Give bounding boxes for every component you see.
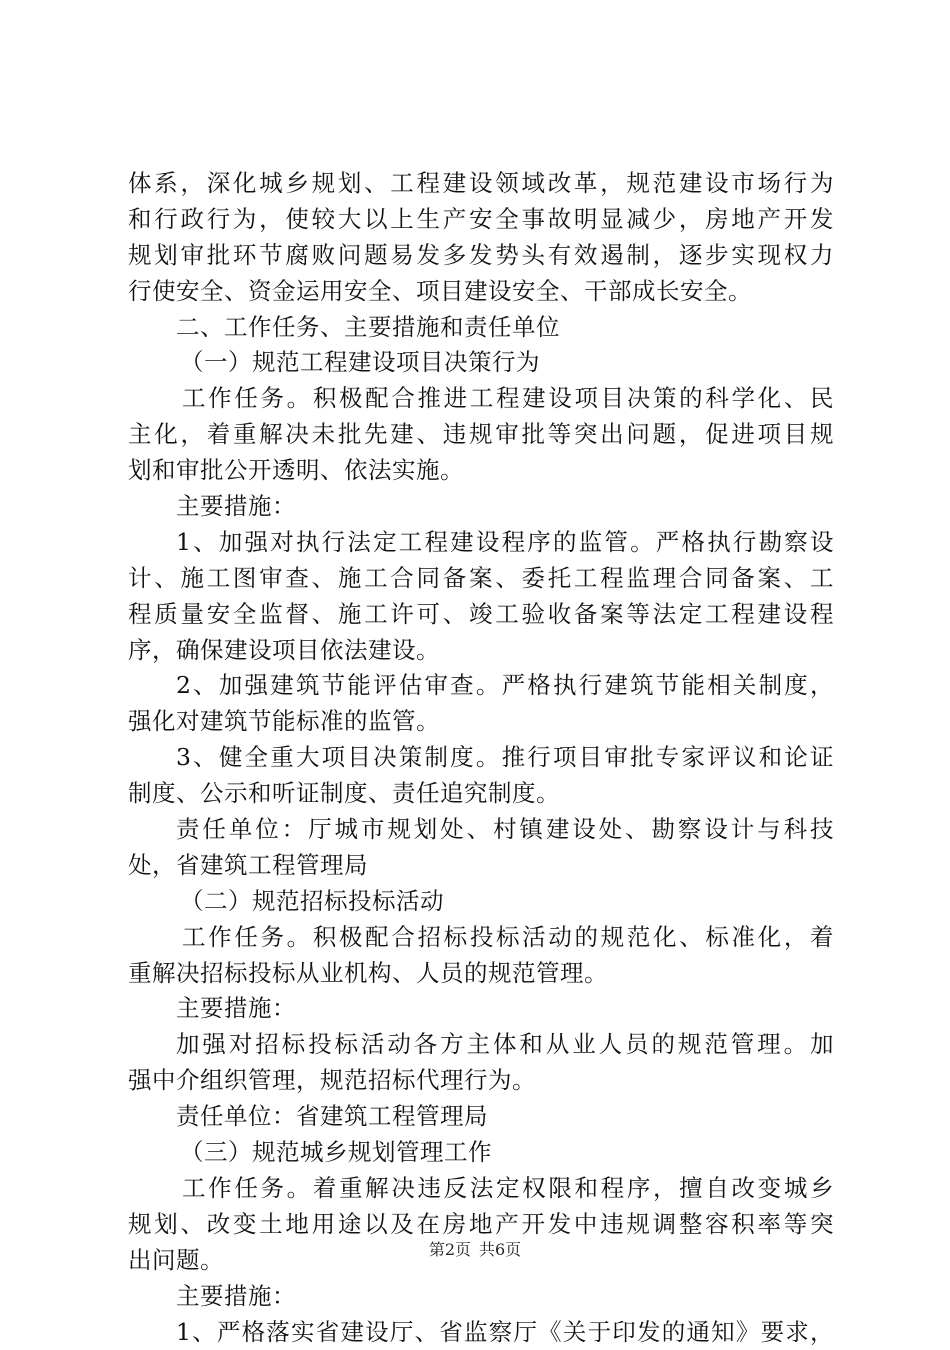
measures-heading: 主要措施： <box>128 991 834 1027</box>
paragraph-line: 程质量安全监督、施工许可、竣工验收备案等法定工程建设程 <box>128 597 834 633</box>
measures-heading: 主要措施： <box>128 489 834 525</box>
paragraph-line: 出问题。 <box>128 1243 834 1279</box>
page-total: 共6页 <box>479 1240 521 1259</box>
subsection-heading: （一）规范工程建设项目决策行为 <box>128 345 834 381</box>
paragraph-line: 和行政行为，使较大以上生产安全事故明显减少，房地产开发 <box>128 202 834 238</box>
paragraph-line: 处，省建筑工程管理局 <box>128 848 834 884</box>
paragraph-line: 制度、公示和听证制度、责任追究制度。 <box>128 776 834 812</box>
page-footer <box>0 1240 950 1260</box>
paragraph-line: 强化对建筑节能标准的监管。 <box>128 704 834 740</box>
paragraph-line: 规划、改变土地用途以及在房地产开发中违规调整容积率等突 <box>128 1207 834 1243</box>
paragraph-line: 重解决招标投标从业机构、人员的规范管理。 <box>128 956 834 992</box>
paragraph-line: 加强对招标投标活动各方主体和从业人员的规范管理。加 <box>128 1027 834 1063</box>
paragraph-line: 行使安全、资金运用安全、项目建设安全、干部成长安全。 <box>128 274 834 310</box>
page-number: 第2页 <box>429 1240 471 1259</box>
paragraph-line: 工作任务。积极配合招标投标活动的规范化、标准化，着 <box>128 920 834 956</box>
paragraph-line: 1、加强对执行法定工程建设程序的监管。严格执行勘察设 <box>128 525 834 561</box>
paragraph-line: 3、健全重大项目决策制度。推行项目审批专家评议和论证 <box>128 740 834 776</box>
paragraph-line: 序，确保建设项目依法建设。 <box>128 633 834 669</box>
paragraph-line: 主化，着重解决未批先建、违规审批等突出问题，促进项目规 <box>128 417 834 453</box>
paragraph-line: 划和审批公开透明、依法实施。 <box>128 453 834 489</box>
paragraph-line: 强中介组织管理，规范招标代理行为。 <box>128 1063 834 1099</box>
subsection-heading: （三）规范城乡规划管理工作 <box>128 1135 834 1171</box>
paragraph-line: 2、加强建筑节能评估审查。严格执行建筑节能相关制度， <box>128 668 834 704</box>
section-heading: 二、工作任务、主要措施和责任单位 <box>128 310 834 346</box>
measures-heading: 主要措施： <box>128 1279 834 1315</box>
document-body <box>128 166 834 1350</box>
paragraph-line: 责任单位：省建筑工程管理局 <box>128 1099 834 1135</box>
paragraph-line: 工作任务。着重解决违反法定权限和程序，擅自改变城乡 <box>128 1171 834 1207</box>
paragraph-line: 1、严格落实省建设厅、省监察厅《关于印发的通知》要求， <box>128 1315 834 1350</box>
subsection-heading: （二）规范招标投标活动 <box>128 884 834 920</box>
paragraph-line: 计、施工图审查、施工合同备案、委托工程监理合同备案、工 <box>128 561 834 597</box>
paragraph-line: 体系，深化城乡规划、工程建设领域改革，规范建设市场行为 <box>128 166 834 202</box>
paragraph-line: 工作任务。积极配合推进工程建设项目决策的科学化、民 <box>128 381 834 417</box>
paragraph-line: 规划审批环节腐败问题易发多发势头有效遏制，逐步实现权力 <box>128 238 834 274</box>
paragraph-line: 责任单位：厅城市规划处、村镇建设处、勘察设计与科技 <box>128 812 834 848</box>
